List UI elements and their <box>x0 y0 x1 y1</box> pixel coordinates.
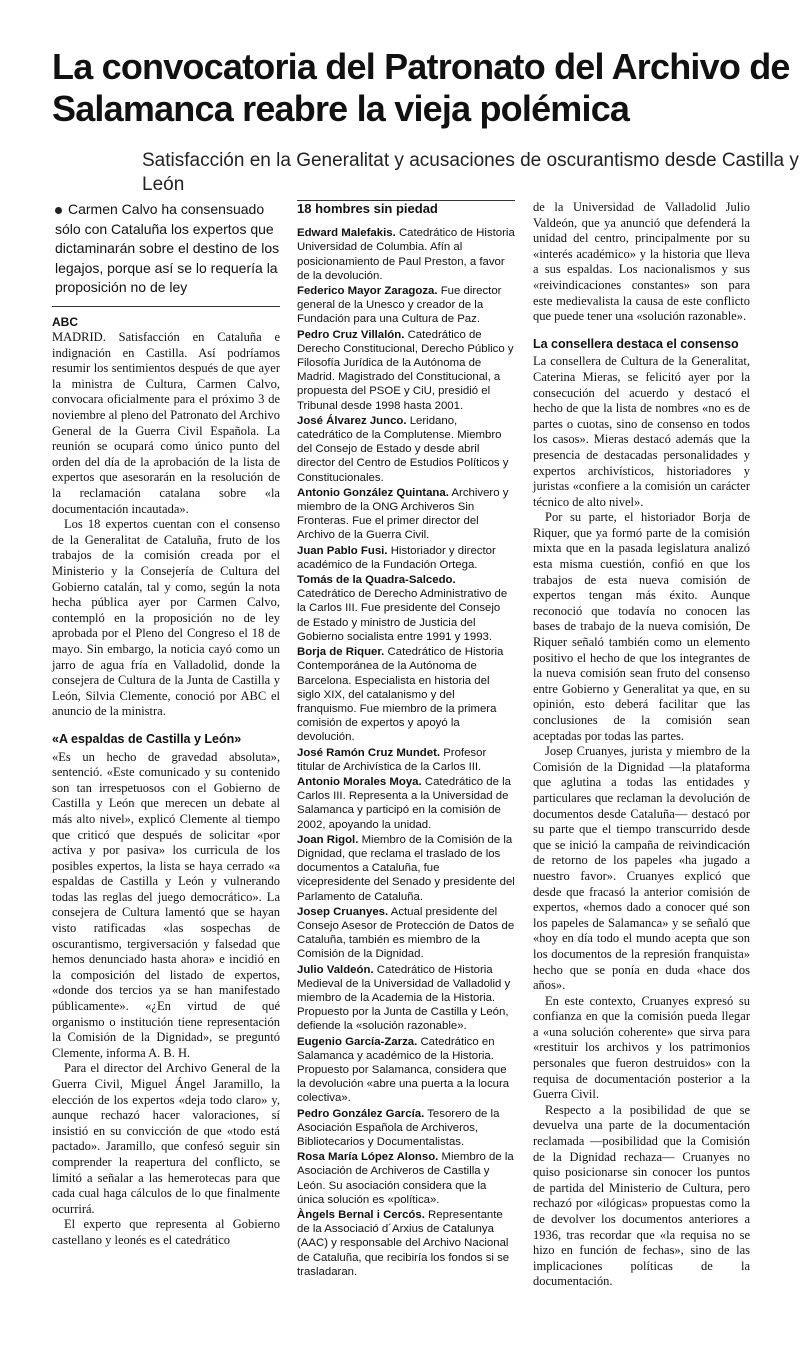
expert-entry <box>297 226 515 283</box>
expert-entry <box>297 1107 515 1150</box>
expert-entry <box>297 645 515 744</box>
article-paragraph: «Es un hecho de gravedad absoluta», sentenció. «Este comunicado y su contenido son tan irrespetuosos con el Gobierno de Castilla y León que merecen un debate al más alto nivel», explicó Clemente al tiempo que criticó que después de solicitar «por activa y por pasiva» los curricula de los posibles expertos, la lista se haya cerrado «a espaldas de Castilla y León y vulnerando todas las reglas del juego democrático». La consejera de Cultura lamentó que se hayan visto ratificadas «las sospechas de oscurantismo, tergiversación y falsedad que hemos denunciado hasta ahora» e incidió en la composición del listado de expertos, «donde dos tercios ya se han manifestado públicamente». «¿En virtud de qué organismo o institución tiene representación la Comisión de la Dignidad», se preguntó Clemente, informa A. B. H. <box>52 749 280 1060</box>
expert-description: Catedrático de Historia Universidad de Columbia. Afín al posicionamiento de Paul Preston, a favor de la devolución. <box>297 227 515 282</box>
expert-name: Juan Pablo Fusi. <box>297 544 388 557</box>
expert-name: Tomás de la Quadra-Salcedo. <box>297 574 456 587</box>
expert-name: Antonio González Quintana. <box>297 486 449 499</box>
article-paragraph: Por su parte, el historiador Borja de Riquer, que ya formó parte de la comisión mixta que en la pasada legislatura analizó esta misma cuestión, confió en que los trabajos de esta nueva comisión de expertos tengan más éxito. Aunque reconoció que todavía no conocen las bases de trabajo de la nueva comisión, De Riquer señaló también como un elemento positivo el hecho de que los integrantes de la nueva comisión sean fruto del consenso entre Gobierno y Generalitat ya que, en su opinión, esto deberá facilitar que las conclusiones de la comisión sean aceptadas por todas las partes. <box>533 510 750 743</box>
expert-name: Joan Rigol. <box>297 833 359 846</box>
expert-name: Àngels Bernal i Cercós. <box>297 1209 425 1222</box>
sidebar-title: 18 hombres sin piedad <box>297 200 515 216</box>
expert-name: Federico Mayor Zaragoza. <box>297 285 438 298</box>
expert-entry <box>297 544 515 572</box>
expert-entry <box>297 833 515 904</box>
article-paragraph: Para el director del Archivo General de la Guerra Civil, Miguel Ángel Jaramillo, la elección de los expertos «deja todo claro» y, aunque rechazó hacer valoraciones, sí insistió en su convicción de que «todo está pactado». Jaramillo, que confesó seguir sin comprender la reapertura del conflicto, se limitó a señalar a las hemerotecas para que cada cual haga cálculos de lo que finalmente ocurrirá. <box>52 1061 280 1216</box>
column-1 <box>52 200 280 1249</box>
article-paragraph: La consellera de Cultura de la Generalitat, Caterina Mieras, se felicitó ayer por la consecución del acuerdo y destacó el hecho de que la lista de nombres «no es de partes o cuotas, sino de consenso en todos los casos». Mieras destacó además que la presencia de destacadas personalidades y expertos archivísticos, historiadores y juristas «confiere a la comisión un carácter técnico de alto nivel». <box>533 354 750 509</box>
expert-description: Representante de la Associació d´Arxius de Catalunya (AAC) y responsable del Archivo Nacional de Cataluña, que recibiría los fondos si se trasladaran. <box>297 1209 510 1278</box>
expert-entry <box>297 414 515 485</box>
lede-text: Carmen Calvo ha consensuado sólo con Cataluña los expertos que dictaminarán sobre el destino de los legajos, porque así se lo requería la proposición no de ley <box>55 201 280 295</box>
expert-name: Edward Malefakis. <box>297 227 396 240</box>
expert-entry <box>297 284 515 327</box>
experts-sidebar <box>297 200 515 1280</box>
expert-description: Catedrático de Derecho Administrativo de la Carlos III. Fue presidente del Consejo de Estado y ministro de Justicia del Gobierno socialista entre 1991 y 1993. <box>297 588 508 643</box>
expert-name: Rosa María López Alonso. <box>297 1151 439 1164</box>
expert-entry <box>297 1035 515 1106</box>
subheadline: Satisfacción en la Generalitat y acusaciones de oscurantismo desde Castilla y León <box>142 150 799 195</box>
article-paragraph: Los 18 expertos cuentan con el consenso de la Generalitat de Cataluña, fruto de los trabajos de la comisión creada por el Ministerio y la Consejería de Cultura del Gobierno catalán, tal y como, según la nota hecha pública ayer por Carmen Calvo, contempló en la proposición no de ley aprobada por el Pleno del Congreso el 18 de mayo. Sin embargo, la noticia cayó como un jarro de agua fría en Valladolid, donde la consejera de Cultura de la Junta de Castilla y León, Silvia Clemente, conoció por ABC el anuncio de la ministra. <box>52 517 280 719</box>
expert-description: Catedrático de Derecho Constitucional, Derecho Público y Filosofía Jurídica de la Autónoma de Madrid. Magistrado del Constitucional, a propuesta del PSOE y CiU, presidió el Tribunal desde 1998 hasta 2001. <box>297 328 514 412</box>
expert-name: Borja de Riquer. <box>297 646 385 659</box>
expert-description: Miembro de la Comisión de la Dignidad, que reclama el traslado de los documentos a Cataluña, fue vicepresidente del Senado y presidente del Parlamento de Cataluña. <box>297 833 515 903</box>
expert-description: Catedrático de Historia Contemporánea de la Autónoma de Barcelona. Especialista en historia del siglo XIX, del catalanismo y del franquismo. Fue miembro de la primera comisión de expertos y apoyó la devolución. <box>297 646 504 744</box>
expert-name: Josep Cruanyes. <box>297 905 389 918</box>
expert-description: Catedrático de la Carlos III. Representa a la Universidad de Salamanca y participó en la comisión de 2002, apoyando la unidad. <box>297 775 511 831</box>
expert-entry <box>297 905 515 962</box>
expert-name: Pedro Cruz Villalón. <box>297 328 405 341</box>
article-paragraph: Respecto a la posibilidad de que se devuelva una parte de la documentación reclamada —posibilidad que la Comisión de la Dignidad rechaza— Cruanyes no quiso posicionarse sin conocer los puntos de partida del Ministerio de Cultura, pero rechazó por «ilógicas» propuestas como la de devolver los documentos anteriores a 1936, tras recordar que «la requisa no se hizo en función de fechas», sino de las implicaciones políticas de la documentación. <box>533 1102 750 1289</box>
lede-summary <box>52 200 280 307</box>
expert-name: José Álvarez Junco. <box>297 414 407 427</box>
expert-name: José Ramón Cruz Mundet. <box>297 746 441 759</box>
column-3 <box>533 200 750 1290</box>
expert-description: Miembro de la Asociación de Archiveros de Castilla y León. Su asociación considera que la única solución es «política». <box>297 1151 514 1206</box>
expert-entry <box>297 1150 515 1207</box>
expert-entry <box>297 746 515 774</box>
expert-entry <box>297 486 515 543</box>
expert-description: Catedrático de Historia Medieval de la Universidad de Valladolid y miembro de la Academia de la Historia. Propuesto por la Junta de Castilla y León, defiende la «solución razonable». <box>297 963 511 1033</box>
expert-name: Julio Valdeón. <box>297 963 374 976</box>
expert-name: Antonio Morales Moya. <box>297 775 422 788</box>
experts-list <box>297 226 515 1279</box>
expert-entry <box>297 328 515 413</box>
expert-name: Pedro González García. <box>297 1107 425 1120</box>
article-paragraph: En este contexto, Cruanyes expresó su confianza en que la comisión pueda llegar a «una solución coherente» que sirva para «restituir los archivos y los patrimonios personales que fueron destruidos» con la requisa de documentación posterior a la Guerra Civil. <box>533 993 750 1102</box>
expert-entry <box>297 1208 515 1279</box>
section-subtitle: «A espaldas de Castilla y León» <box>52 731 242 746</box>
expert-description: Actual presidente del Consejo Asesor de Protección de Datos de Cataluña, también es miembro de la Comisión de la Dignidad. <box>297 905 515 961</box>
expert-description: Tesorero de la Asociación Española de Archiveros, Bibliotecarios y Documentalistas. <box>297 1107 500 1148</box>
headline: La convocatoria del Patronato del Archivo de Salamanca reabre la vieja polémica <box>52 46 790 129</box>
expert-entry <box>297 573 515 644</box>
section-subtitle: La consellera destaca el consenso <box>533 336 739 351</box>
expert-name: Eugenio García-Zarza. <box>297 1035 418 1048</box>
byline: ABC <box>52 314 78 329</box>
expert-description: Catedrático en Salamanca y académico de la Historia. Propuesto por Salamanca, considera que la devolución «abre una puerta a la locura colectiva». <box>297 1035 510 1105</box>
expert-description: Fue director general de la Unesco y creador de la Fundación para una Cultura de Paz. <box>297 285 502 326</box>
article-paragraph: MADRID. Satisfacción en Cataluña e indignación en Castilla. Así podríamos resumir los sentimientos después de que ayer la ministra de Cultura, Carmen Calvo, convocara oficialmente para el próximo 3 de noviembre al pleno del Patronato del Archivo General de la Guerra Civil Española. La reunión se ocupará como único punto del orden del día de la aprobación de la lista de expertos que asesorarán en la resolución de la reclamación catalana sobre «la documentación incautada». <box>52 330 280 516</box>
expert-description: Leridano, catedrático de la Complutense. Miembro del Consejo de Estado y desde abril director del Centro de Estudios Políticos y Constitucionales. <box>297 414 509 484</box>
expert-entry <box>297 775 515 832</box>
article-paragraph: El experto que representa al Gobierno castellano y leonés es el catedrático <box>52 1217 280 1247</box>
article-paragraph: Josep Cruanyes, jurista y miembro de la Comisión de la Dignidad —la plataforma que aglutina a todas las entidades y particulares que reclaman la devolución de documentos desde Cataluña— destacó por su parte que el tiempo transcurrido desde que se inició la campaña de reivindicación de retorno de los papeles «ha jugado a nuestro favor». Cruanyes explicó que desde que fracasó la anterior comisión de expertos, «hemos dado a conocer qué son los papeles de Salamanca» y se señaló que «hoy en día todo el mundo acepta que son los documentos de la represión franquista» hecho que se ponía en duda «hace dos años». <box>533 744 750 993</box>
expert-description: Historiador y director académico de la Fundación Ortega. <box>297 544 496 571</box>
expert-entry <box>297 963 515 1034</box>
article-paragraph: de la Universidad de Valladolid Julio Valdeón, que ya anunció que defenderá la unidad del centro, principalmente por su «interés académico» y la historia que lleva a sus espaldas. Los nacionalismos y sus «reivindicaciones constantes» son para este medievalista la causa de este conflicto que puede tener una «solución razonable». <box>533 200 750 324</box>
expert-description: Profesor titular de Archivística de la Carlos III. <box>297 746 487 773</box>
expert-description: Archivero y miembro de la ONG Archiveros Sin Fronteras. Fue el primer director del Archivo de la Guerra Civil. <box>297 486 509 542</box>
bullet-icon <box>55 207 62 214</box>
